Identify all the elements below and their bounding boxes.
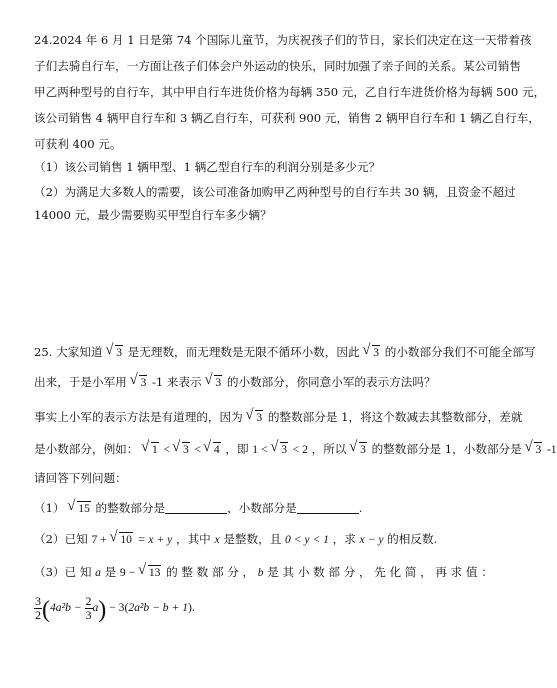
sqrt-3: √ 3 [363, 345, 380, 361]
q25-l4e: -1 [546, 443, 557, 456]
q24-line-2: 子们去骑自行车，一方面让孩子们体会户外运动的快乐，同时加强了亲子间的关系。某公司销售 [34, 59, 521, 73]
q25-l3a: 事实上小军的表示方法是有道理的，因为 [34, 410, 243, 424]
sqrt-3: √ 3 [525, 442, 542, 458]
q24-line-4: 该公司销售 4 辆甲自行车和 3 辆乙自行车，可获利 900 元，销售 2 辆甲自行车和 1 辆乙自行车， [34, 111, 540, 125]
q24-sub-1: （1）该公司销售 1 辆甲型、1 辆乙型自行车的利润分别是多少元？ [34, 160, 381, 174]
sqrt-3: √ 3 [173, 442, 190, 458]
q24-line-3: 甲乙两种型号的自行车，其中甲自行车进货价格为每辆 350 元，乙自行车进货价格为每辆 500 元， [34, 85, 546, 99]
sqrt-3: √ 3 [350, 442, 367, 458]
sqrt-3: √ 3 [205, 375, 222, 391]
q25-l4d: 的整数部分是 1，小数部分是 [371, 442, 522, 456]
q25-line-2 [34, 374, 436, 391]
q25-expression: $\frac{3}{2}$ (4a²b − $\frac{2}{3}$ a) − 3(2a²b − b + 1). [35, 593, 195, 623]
q25-l4b: ，即 [225, 442, 249, 456]
q25-l2b: -1 来表示 [151, 375, 202, 389]
sqrt-13: √ 13 [139, 565, 162, 581]
fraction-2-3: $\frac{2}{3}$ [85, 593, 92, 622]
q25-line-3 [34, 409, 522, 426]
q25-l1a: 25. 大家知道 [34, 345, 103, 359]
q25-line-4: 是小数部分，例如： √ 1 < √ 3 < √ 4 ，即 1 < √ 3 < 2 ，所以 √ 3 的整数部分是 1，小数部分是 √ 3 -1 [34, 441, 557, 458]
q25-sub-3: （3）已 知 a 是 9 − √ 13 的 整 数 部 分 ， b 是 其 小 数 部 分 ， 先 化 简 ， 再 求 值 ： [34, 564, 493, 581]
q25-l3b: 的整数部分是 1，将这个数减去其整数部分，差就 [267, 410, 523, 424]
q24-sub-2-line-1: （2）为满足大多数人的需要，该公司准备加购甲乙两种型号的自行车共 30 辆，且资金不超过 [34, 185, 516, 199]
sqrt-3: √ 3 [246, 410, 263, 426]
sqrt-3: √ 3 [130, 375, 147, 391]
sqrt-15: √ 15 [68, 501, 91, 517]
q25-sub-2: （2）已知 7 + √ 10 = x + y ，其中 x 是整数，且 0 < y < 1 ，求 x − y 的相反数. [34, 531, 437, 548]
q25-l2c: 的小数部分，你同意小军的表示方法吗？ [226, 375, 436, 389]
fraction-3-2: $\frac{3}{2}$ [35, 593, 41, 622]
q25-l1b: 是无理数，而无理数是无限不循环小数，因此 [127, 345, 360, 359]
q24-sub-2-line-2: 14000 元，最少需要购买甲型自行车多少辆？ [34, 208, 272, 222]
sqrt-3: √ 3 [271, 442, 288, 458]
q25-sub-1: （1） √ 15 的整数部分是 ，小数部分是 . [34, 500, 362, 517]
sqrt-10: √ 10 [110, 532, 133, 548]
q25-l4a: 是小数部分，例如： [34, 442, 139, 456]
q24-line-1: 24.2024 年 6 月 1 日是第 74 个国际儿童节，为庆祝孩子们的节日，家长们决定在这一天带着孩 [34, 33, 532, 47]
q25-l2a: 出来，于是小军用 [34, 375, 127, 389]
sqrt-3: √ 3 [106, 345, 123, 361]
q25-l4c: ，所以 [311, 442, 347, 456]
sqrt-4: √ 4 [204, 442, 221, 458]
q25-l1c: 的小数部分我们不可能全部写 [384, 345, 536, 359]
answer-blank-integer[interactable] [165, 501, 227, 514]
sqrt-1: √ 1 [142, 442, 159, 458]
q25-prompt: 请回答下列问题： [34, 471, 127, 485]
q25-line-1 [34, 344, 535, 361]
answer-blank-decimal[interactable] [297, 501, 359, 514]
q24-line-5: 可获利 400 元。 [34, 137, 122, 151]
